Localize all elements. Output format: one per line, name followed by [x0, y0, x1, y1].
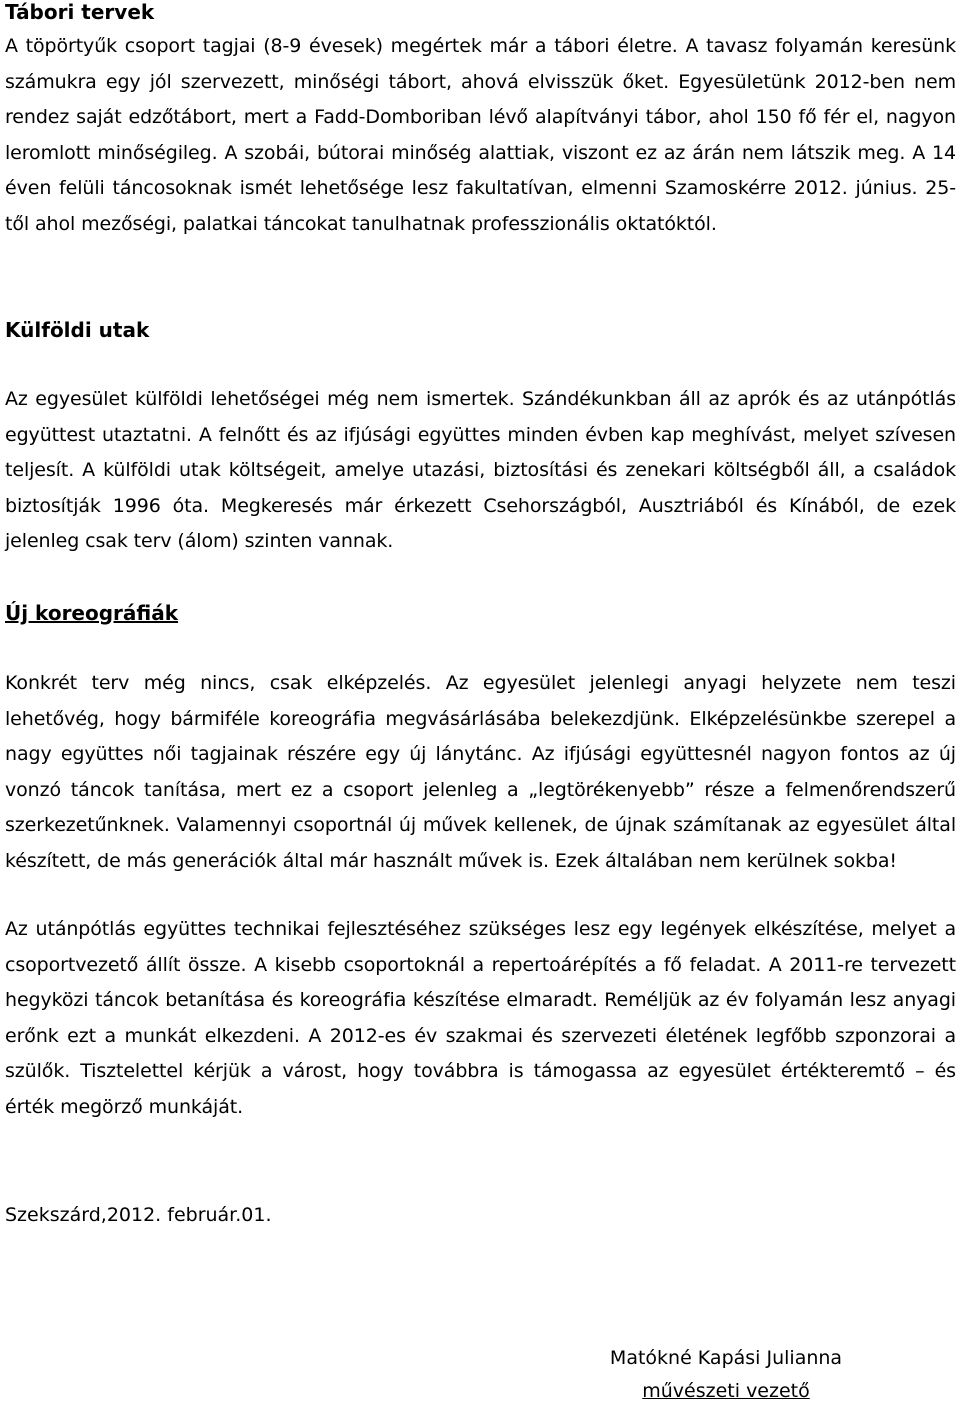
choreography-heading: Új koreográfiák [5, 601, 179, 625]
camp-paragraph: A töpörtyűk csoport tagjai (8-9 évesek) megértek már a tábori életre. A tavasz folyamán keresünk számukra egy jól szervezett, minőségi tábort, ahová elvisszük őket. Egyesületünk 2012-ben nem rendez saját edzőtábort, mert a Fadd-Domboriban lévő alapítványi tábor, ahol 150 fő fér el, nagyon leromlott minőségileg. A szobái, bútorai minőség alattiak, viszont ez az árán nem látszik meg. A 14 éven felüli táncosoknak ismét lehetősége lesz fakultatívan, elmenni Szamoskérre 2012. június. 25-től ahol mezőségi, palatkai táncokat tanulhatnak professzionális oktatóktól. [5, 35, 956, 235]
abroad-heading: Külföldi utak [5, 318, 150, 342]
signer-name: Matókné Kapási Julianna [609, 1347, 843, 1369]
signature-block [600, 1342, 852, 1408]
choreography-paragraph-2: Az utánpótlás együttes technikai fejlesztéséhez szükséges lesz egy legények elkészítése, melyet a csoportvezető állít össze. A kisebb csoportoknál a repertoárépítés a fő feladat. A 2011-re tervezett hegyközi táncok betanítása és koreográfia készítése elmaradt. Reméljük az év folyamán lesz anyagi erőnk ezt a munkát elkezdeni. A 2012-es év szakmai és szervezeti életének legfőbb szponzorai a szülők. Tisztelettel kérjük a várost, hogy továbbra is támogassa az egyesület értékteremtő – és érték megörző munkáját. [5, 918, 956, 1118]
signer-role: művészeti vezető [642, 1380, 810, 1402]
abroad-paragraph: Az egyesület külföldi lehetőségei még nem ismertek. Szándékunkban áll az aprók és az utánpótlás együttest utaztatni. A felnőtt és az ifjúsági együttes minden évben kap meghívást, melyet szívesen teljesít. A külföldi utak költségeit, amelye utazási, biztosítási és zenekari költségből áll, a családok biztosítják 1996 óta. Megkeresés már érkezett Csehországból, Ausztriából és Kínából, de ezek jelenleg csak terv (álom) szinten vannak. [5, 388, 956, 553]
choreography-paragraph: Konkrét terv még nincs, csak elképzelés. Az egyesület jelenlegi anyagi helyzete nem teszi lehetővég, hogy bármiféle koreográfia megvásárlásába belekezdjünk. Elképzelésünkbe szerepel a nagy együttes női tagjainak részére egy új lánytánc. Az ifjúsági együttesnél nagyon fontos az új vonzó táncok tanítása, mert ez a csoport jelenleg a „legtörékenyebb” része a felmenőrendszerű szerkezetűnknek. Valamennyi csoportnál új művek kellenek, de újnak számítanak az egyesület által készített, de más generációk által már használt művek is. Ezek általában nem kerülnek sokba! [5, 672, 956, 872]
camp-heading: Tábori tervek [5, 0, 155, 24]
date-line: Szekszárd,2012. február.01. [5, 1204, 272, 1226]
